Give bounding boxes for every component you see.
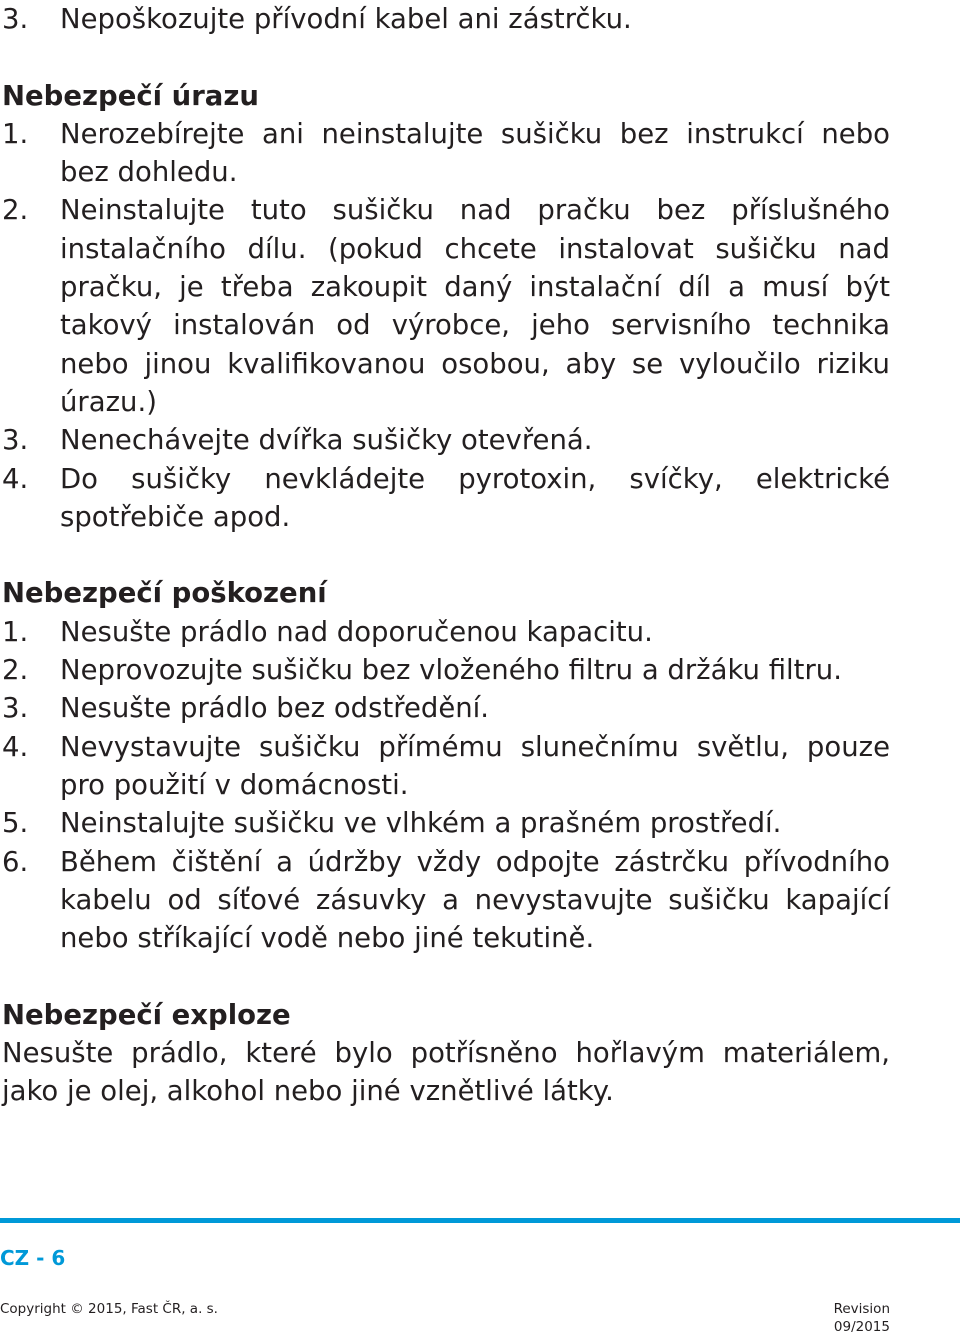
footer-divider bbox=[0, 1218, 960, 1223]
section-heading: Nebezpečí poškození bbox=[2, 577, 327, 610]
item-number: 4. bbox=[2, 462, 29, 495]
item-text: Neinstalujte sušičku ve vlhkém a prašném prostředí. bbox=[60, 807, 782, 840]
page-number: CZ - 6 bbox=[0, 1246, 66, 1270]
list-item bbox=[2, 460, 890, 537]
item-number: 6. bbox=[2, 845, 29, 878]
item-list bbox=[2, 0, 890, 38]
list-item bbox=[2, 843, 890, 958]
list-item bbox=[2, 804, 890, 842]
item-text: Nenechávejte dvířka sušičky otevřená. bbox=[60, 424, 593, 457]
item-number: 4. bbox=[2, 730, 29, 763]
item-text: Nerozebírejte ani neinstalujte sušičku bez instrukcí nebo bez dohledu. bbox=[60, 117, 890, 189]
item-text: Neinstalujte tuto sušičku nad pračku bez příslušného instalačního dílu. (pokud chcete instalovat sušičku nad pračku, je třeba zakoupit daný instalační díl a musí být takový instalován od výrobce, jeho servisního technika nebo jinou kvalifikovanou osobou, aby se vyloučilo riziku úrazu.) bbox=[60, 194, 890, 418]
section-paragraph: Nesušte prádlo, které bylo potřísněno hořlavým materiálem, jako je olej, alkohol nebo jiné vznětlivé látky. bbox=[2, 1037, 890, 1108]
section-injury bbox=[2, 77, 890, 537]
item-number: 5. bbox=[2, 807, 29, 840]
item-text: Nesušte prádlo bez odstředění. bbox=[60, 692, 490, 725]
item-text: Nepoškozujte přívodní kabel ani zástrčku. bbox=[60, 3, 632, 35]
list-item bbox=[2, 421, 890, 459]
list-item bbox=[2, 115, 890, 192]
item-number: 3. bbox=[2, 424, 29, 457]
item-list bbox=[2, 115, 890, 536]
item-number: 3. bbox=[2, 692, 29, 725]
item-number: 2. bbox=[2, 194, 29, 227]
item-number: 3. bbox=[2, 3, 29, 35]
list-item bbox=[2, 651, 890, 689]
section-heading: Nebezpečí úrazu bbox=[2, 79, 259, 112]
copyright-notice: Copyright © 2015, Fast ČR, a. s. bbox=[0, 1301, 218, 1317]
item-text: Během čištění a údržby vždy odpojte zástrčku přívodního kabelu od síťové zásuvky a nevystavujte sušičku kapající nebo stříkající vodě nebo jiné tekutině. bbox=[60, 845, 890, 955]
list-item bbox=[2, 613, 890, 651]
document-content bbox=[2, 0, 890, 1111]
item-text: Nesušte prádlo nad doporučenou kapacitu. bbox=[60, 615, 653, 648]
section-damage bbox=[2, 574, 890, 957]
list-item bbox=[2, 728, 890, 805]
item-number: 1. bbox=[2, 615, 29, 648]
section-explosion bbox=[2, 996, 890, 1111]
item-text: Nevystavujte sušičku přímému slunečnímu světlu, pouze pro použití v domácnosti. bbox=[60, 730, 890, 801]
item-text: Neprovozujte sušičku bez vloženého filtru a držáku filtru. bbox=[60, 654, 842, 687]
item-number: 2. bbox=[2, 654, 29, 687]
item-text: Do sušičky nevkládejte pyrotoxin, svíčky, elektrické spotřebiče apod. bbox=[60, 462, 890, 533]
item-list bbox=[2, 613, 890, 958]
section-heading: Nebezpečí exploze bbox=[2, 998, 291, 1031]
revision-label: Revision 09/2015 bbox=[833, 1301, 890, 1335]
list-item bbox=[2, 689, 890, 727]
section-power-cord bbox=[2, 0, 890, 38]
item-number: 1. bbox=[2, 117, 29, 150]
list-item bbox=[2, 191, 890, 421]
list-item bbox=[2, 0, 890, 38]
